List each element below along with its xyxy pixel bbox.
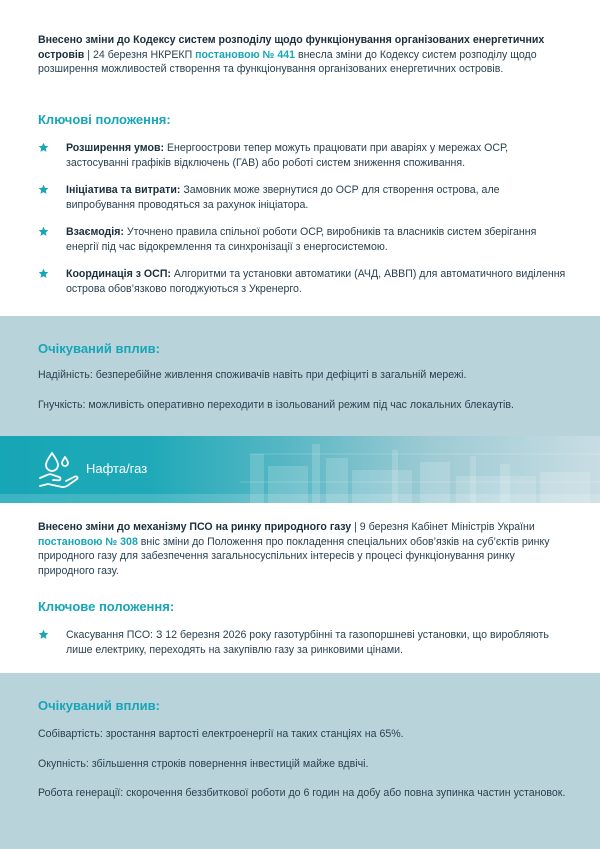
- oil-drop-hand-icon: [36, 447, 80, 491]
- impact-panel: [0, 316, 600, 436]
- impact-title: Очікуваний вплив:: [38, 698, 160, 713]
- bullet-item: [38, 141, 568, 171]
- bullet-item: [38, 183, 568, 213]
- bullet-text: Замовник може звернутися до ОСР для створення острова, але випробування проводяться за рахунок ініціатора.: [66, 184, 500, 211]
- section2-intro: [38, 520, 566, 578]
- bullet-item: [38, 225, 568, 255]
- impact-line: Надійність: безперебійне живлення споживачів навіть при дефіциті в загальній мережі.: [38, 369, 467, 381]
- bullet-text: Скасування ПСО: З 12 березня 2026 року газотурбінні та газопоршневі установки, що виробляють лише електрику, переходять на закупівлю газу за ринковими цінами.: [66, 629, 549, 656]
- bullet-text: Енергоострови тепер можуть працювати при аваріях у мережах ОСР, застосуванні графіків відключень (ГАВ) або роботі систем зниження споживання.: [66, 142, 509, 169]
- bullet-item: [38, 628, 568, 658]
- bullet-item: [38, 267, 568, 297]
- bullet-term: Ініціатива та витрати:: [66, 184, 181, 196]
- bullet-term: Розширення умов:: [66, 142, 164, 154]
- impact-panel: [0, 673, 600, 849]
- section1-intro: [38, 33, 566, 77]
- star-icon: [38, 226, 49, 237]
- section2-rest: вніс зміни до Положення про покладення спеціальних обов’язків на суб’єктів ринку природного газу для забезпечення загальносуспільних інтересів у процесі функціонування ринку природного газу.: [38, 535, 550, 577]
- bullet-text: Уточнено правила спільної роботи ОСР, виробників та власників систем зберігання енергії під час відокремлення та синхронізації з енергосистемою.: [66, 226, 537, 253]
- section1-title: Внесено зміни до Кодексу систем розподілу щодо функціонування організованих енергетичних островів: [38, 34, 545, 61]
- section1-rest: внесла зміни до Кодексу систем розподілу щодо розширення можливостей створення та функціонування організованих енергетичних островів.: [38, 48, 537, 76]
- star-icon: [38, 629, 49, 640]
- section2-meta: | 9 березня Кабінет Міністрів України: [351, 521, 535, 533]
- impact-line: Окупність: збільшення строків повернення інвестицій майже вдвічі.: [38, 758, 369, 770]
- section2-title: Внесено зміни до механізму ПСО на ринку природного газу: [38, 521, 352, 533]
- impact-title: Очікуваний вплив:: [38, 341, 160, 356]
- key-provision-heading: Ключове положення:: [38, 599, 175, 614]
- banner-title: Нафта/газ: [86, 461, 148, 476]
- star-icon: [38, 184, 49, 195]
- star-icon: [38, 268, 49, 279]
- star-icon: [38, 142, 49, 153]
- key-provisions-heading: Ключові положення:: [38, 112, 171, 127]
- impact-line: Собівартість: зростання вартості електроенергії на таких станціях на 65%.: [38, 728, 404, 740]
- bullet-term: Взаємодія:: [66, 226, 124, 238]
- bullet-text: Алгоритми та установки автоматики (АЧД, АВВП) для автоматичного виділення острова обов’язково погоджуються з Укренерго.: [66, 268, 566, 295]
- bullet-term: Координація з ОСП:: [66, 268, 171, 280]
- section2-decree-link[interactable]: постановою № 308: [38, 535, 138, 548]
- impact-line: Робота генерації: скорочення беззбиткової роботи до 6 годин на добу або повна зупинка частин установок.: [38, 787, 566, 799]
- section-banner: [0, 436, 600, 503]
- section1-decree-link[interactable]: постановою № 441: [195, 48, 295, 61]
- impact-line: Гнучкість: можливість оперативно переходити в ізольований режим під час локальних блекаутів.: [38, 399, 514, 411]
- section1-meta: | 24 березня НКРЕКП: [84, 48, 196, 61]
